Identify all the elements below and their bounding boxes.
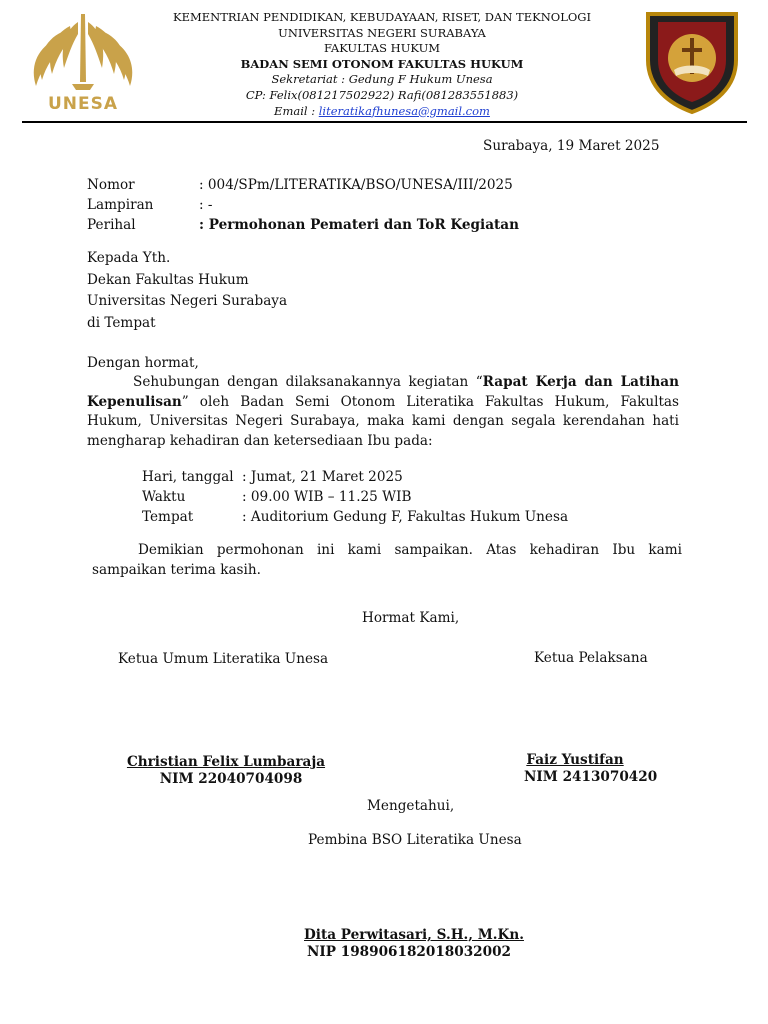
email-line bbox=[150, 104, 614, 120]
detail-date-label: Hari, tanggal bbox=[142, 469, 234, 485]
advisor-nip: NIP 198906182018032002 bbox=[307, 944, 511, 960]
organization-line: BADAN SEMI OTONOM FAKULTAS HUKUM bbox=[240, 56, 524, 71]
right-signer-title: Ketua Pelaksana bbox=[534, 650, 648, 666]
right-signer-nim: NIM 2413070420 bbox=[524, 769, 658, 785]
contact-line: CP: Felix(081217502922) Rafi(081283551883) bbox=[245, 87, 519, 102]
email-label: Email : bbox=[274, 103, 319, 118]
letterhead-text bbox=[150, 10, 614, 119]
left-signer-name: Christian Felix Lumbaraja bbox=[126, 754, 326, 770]
unesa-wordmark: UNESA bbox=[48, 94, 119, 114]
mengetahui: Mengetahui, bbox=[367, 798, 455, 814]
ministry-line: KEMENTRIAN PENDIDIKAN, KEBUDAYAAN, RISET, DAN TEKNOLOGI bbox=[173, 10, 591, 24]
advisor-title: Pembina BSO Literatika Unesa bbox=[308, 832, 522, 848]
left-signer-title: Ketua Umum Literatika Unesa bbox=[118, 651, 329, 667]
unesa-logo bbox=[26, 10, 140, 118]
detail-time-value: : 09.00 WIB – 11.25 WIB bbox=[242, 489, 412, 505]
faculty-line: FAKULTAS HUKUM bbox=[323, 41, 441, 56]
nomor-value: : 004/SPm/LITERATIKA/BSO/UNESA/III/2025 bbox=[199, 177, 513, 193]
event-name: Rapat Kerja dan Latihan Kepenulisan bbox=[87, 374, 680, 410]
right-signer-name: Faiz Yustifan bbox=[526, 752, 624, 768]
perihal-label: Perihal bbox=[87, 217, 136, 233]
lampiran-value: : - bbox=[199, 197, 213, 213]
hormat-kami: Hormat Kami, bbox=[362, 610, 460, 626]
perihal-value: : Permohonan Pemateri dan ToR Kegiatan bbox=[199, 217, 520, 233]
secretariat-line: Sekretariat : Gedung F Hukum Unesa bbox=[271, 72, 493, 87]
greeting: Dengan hormat, bbox=[87, 355, 199, 371]
body-paragraph: Sehubungan dengan dilaksanakannya kegiatan “Rapat Kerja dan Latihan Kepenulisan” oleh Badan Semi Otonom Literatika Fakultas Hukum, Fakultas Hukum, Universitas Negeri Surabaya, maka kami dengan segala kerendahan hati mengharap kehadiran dan ketersediaan Ibu pada: bbox=[87, 374, 680, 449]
recipient-line-1: Kepada Yth. bbox=[87, 250, 171, 266]
email-link[interactable]: literatikafhunesa@gmail.com bbox=[318, 103, 490, 118]
university-line: UNIVERSITAS NEGERI SURABAYA bbox=[278, 25, 486, 40]
recipient-line-3: Universitas Negeri Surabaya bbox=[87, 293, 288, 309]
lampiran-label: Lampiran bbox=[87, 197, 154, 213]
detail-date-value: : Jumat, 21 Maret 2025 bbox=[242, 469, 403, 485]
recipient-line-2: Dekan Fakultas Hukum bbox=[87, 272, 249, 288]
left-signer-nim: NIM 22040704098 bbox=[159, 771, 303, 787]
detail-place-label: Tempat bbox=[142, 509, 194, 525]
literatika-shield-logo bbox=[642, 8, 742, 116]
letter-date: Surabaya, 19 Maret 2025 bbox=[483, 138, 660, 154]
closing-paragraph: Demikian permohonan ini kami sampaikan. Atas kehadiran Ibu kami sampaikan terima kasih. bbox=[92, 542, 682, 578]
advisor-name: Dita Perwitasari, S.H., M.Kn. bbox=[304, 927, 524, 943]
detail-place-value: : Auditorium Gedung F, Fakultas Hukum Unesa bbox=[242, 509, 569, 525]
nomor-label: Nomor bbox=[87, 177, 135, 193]
recipient-line-4: di Tempat bbox=[87, 315, 156, 331]
letterhead-divider bbox=[22, 121, 747, 123]
detail-time-label: Waktu bbox=[142, 489, 186, 505]
